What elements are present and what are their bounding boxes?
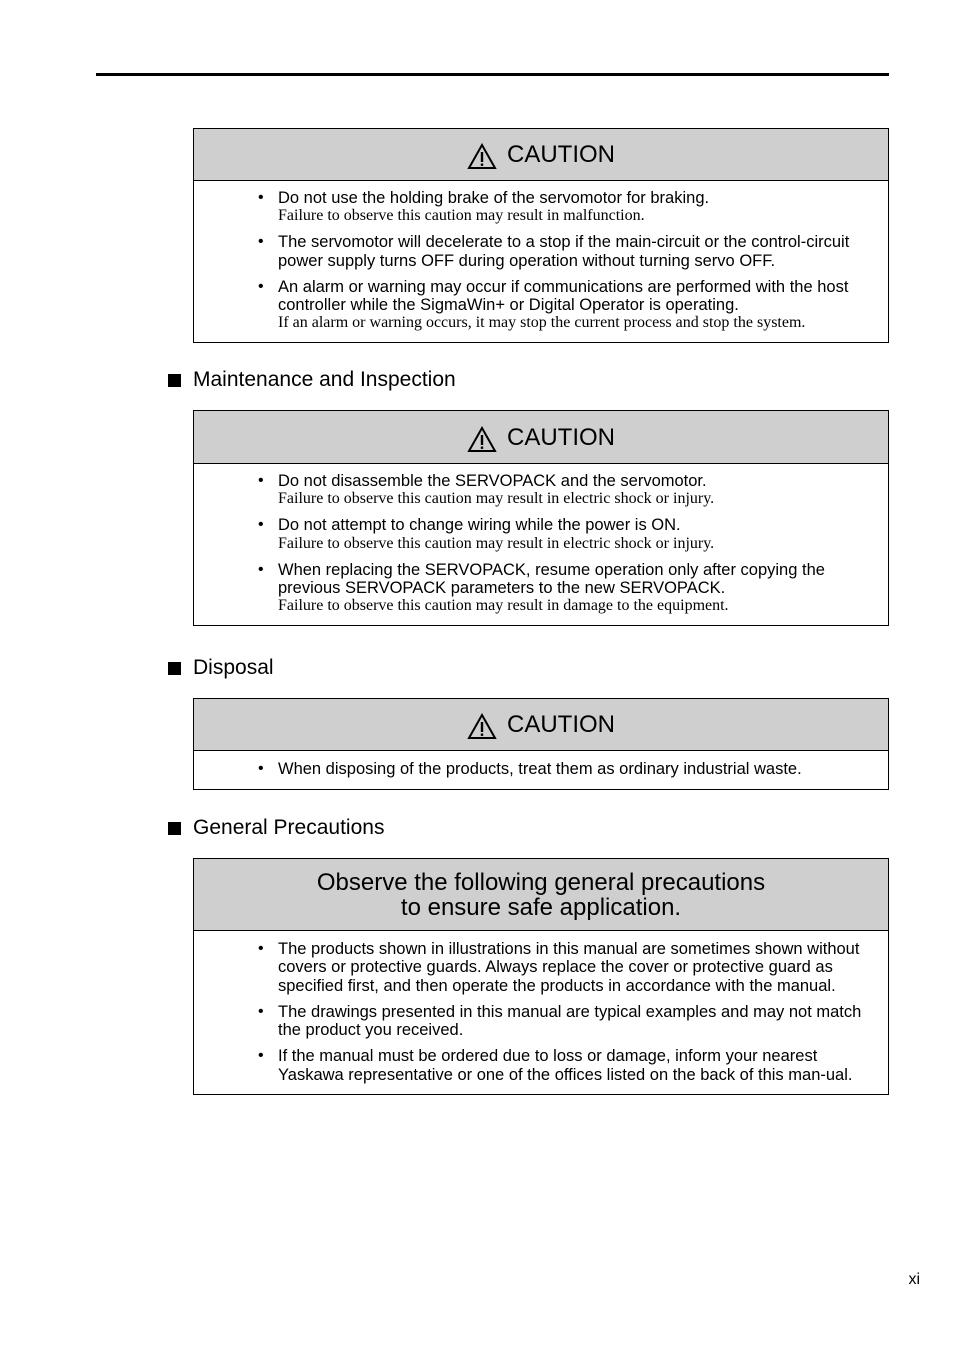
item-text: When disposing of the products, treat them as ordinary industrial waste. (278, 760, 802, 778)
section-heading-disposal (168, 656, 274, 680)
general-title-line1: Observe the following general precautions (316, 868, 766, 896)
caution-title: CAUTION (507, 711, 615, 738)
section-title: Maintenance and Inspection (193, 368, 456, 391)
caution-body (194, 181, 888, 342)
top-rule (96, 73, 889, 76)
item-text: When replacing the SERVOPACK, resume operation only after copying the previous SERVOPACK parameters to the new SERVOPACK. (278, 560, 825, 597)
general-body (194, 931, 888, 1094)
page-number: xi (908, 1271, 920, 1288)
caution-header (194, 129, 888, 181)
caution-header (194, 699, 888, 751)
list-item: • When replacing the SERVOPACK, resume operation only after copying the previous SERVOPACK parameters to the new SERVOPACK. Failure to observe this caution may result in damage to the equipment. (254, 561, 878, 616)
item-note: Failure to observe this caution may result in electric shock or injury. (278, 534, 715, 552)
square-bullet-icon (168, 662, 181, 675)
square-bullet-icon (168, 374, 181, 387)
item-text: If the manual must be ordered due to loss or damage, inform your nearest Yaskawa representative or one of the offices listed on the back of this man-ual. (278, 1047, 853, 1084)
section-heading-general (168, 816, 384, 840)
item-note: Failure to observe this caution may result in electric shock or injury. (278, 490, 715, 508)
list-item: • When disposing of the products, treat them as ordinary industrial waste. (254, 760, 878, 778)
item-text: The servomotor will decelerate to a stop if the main-circuit or the control-circuit power supply turns OFF during operation without turning servo OFF. (278, 233, 850, 270)
caution-box-maintenance (193, 410, 889, 626)
caution-box-operation (193, 128, 889, 343)
caution-body (194, 751, 888, 789)
section-heading-maintenance (168, 368, 456, 392)
list-item: • An alarm or warning may occur if communications are performed with the host controller while the SigmaWin+ or Digital Operator is operating. If an alarm or warning occurs, it may stop the current process and stop the system. (254, 278, 878, 333)
list-item: • Do not attempt to change wiring while the power is ON. Failure to observe this caution may result in electric shock or injury. (254, 516, 878, 552)
warning-triangle-icon (467, 426, 497, 453)
list-item: • The products shown in illustrations in this manual are sometimes shown without covers or protective guards. Always replace the cover or protective guard as specified first, and then operate the products in accordance with the manual. (254, 940, 878, 995)
item-text: The products shown in illustrations in this manual are sometimes shown without covers or protective guards. Always replace the cover or protective guard as specified first, and then operate the products in accordance with the manual. (278, 940, 860, 995)
warning-triangle-icon (467, 143, 497, 170)
list-item: • The drawings presented in this manual are typical examples and may not match the product you received. (254, 1003, 878, 1040)
caution-box-disposal (193, 698, 889, 790)
caution-title: CAUTION (507, 423, 615, 451)
item-note: If an alarm or warning occurs, it may stop the current process and stop the system. (278, 314, 806, 332)
list-item: • If the manual must be ordered due to loss or damage, inform your nearest Yaskawa representative or one of the offices listed on the back of this man-ual. (254, 1047, 878, 1084)
general-precautions-box (193, 858, 889, 1095)
item-note: Failure to observe this caution may result in damage to the equipment. (278, 597, 729, 615)
item-text: Do not use the holding brake of the servomotor for braking. (278, 189, 710, 207)
caution-header (194, 411, 888, 464)
caution-title: CAUTION (507, 141, 615, 168)
list-item: • Do not disassemble the SERVOPACK and the servomotor. Failure to observe this caution may result in electric shock or injury. (254, 472, 878, 508)
list-item: • The servomotor will decelerate to a stop if the main-circuit or the control-circuit power supply turns OFF during operation without turning servo OFF. (254, 233, 878, 270)
general-title-line2: to ensure safe application. (400, 893, 682, 921)
section-title: General Precautions (193, 816, 385, 839)
square-bullet-icon (168, 822, 181, 835)
section-title: Disposal (193, 656, 274, 679)
item-text: Do not disassemble the SERVOPACK and the servomotor. (278, 472, 707, 490)
item-text: Do not attempt to change wiring while the power is ON. (278, 516, 681, 535)
general-header (194, 859, 888, 931)
item-text: The drawings presented in this manual are typical examples and may not match the product you received. (278, 1002, 862, 1040)
list-item: • Do not use the holding brake of the servomotor for braking. Failure to observe this caution may result in malfunction. (254, 189, 878, 225)
item-text: An alarm or warning may occur if communications are performed with the host controller while the SigmaWin+ or Digital Operator is operating. (278, 277, 849, 315)
caution-body (194, 464, 888, 625)
warning-triangle-icon (467, 713, 497, 740)
item-note: Failure to observe this caution may result in malfunction. (278, 207, 645, 225)
